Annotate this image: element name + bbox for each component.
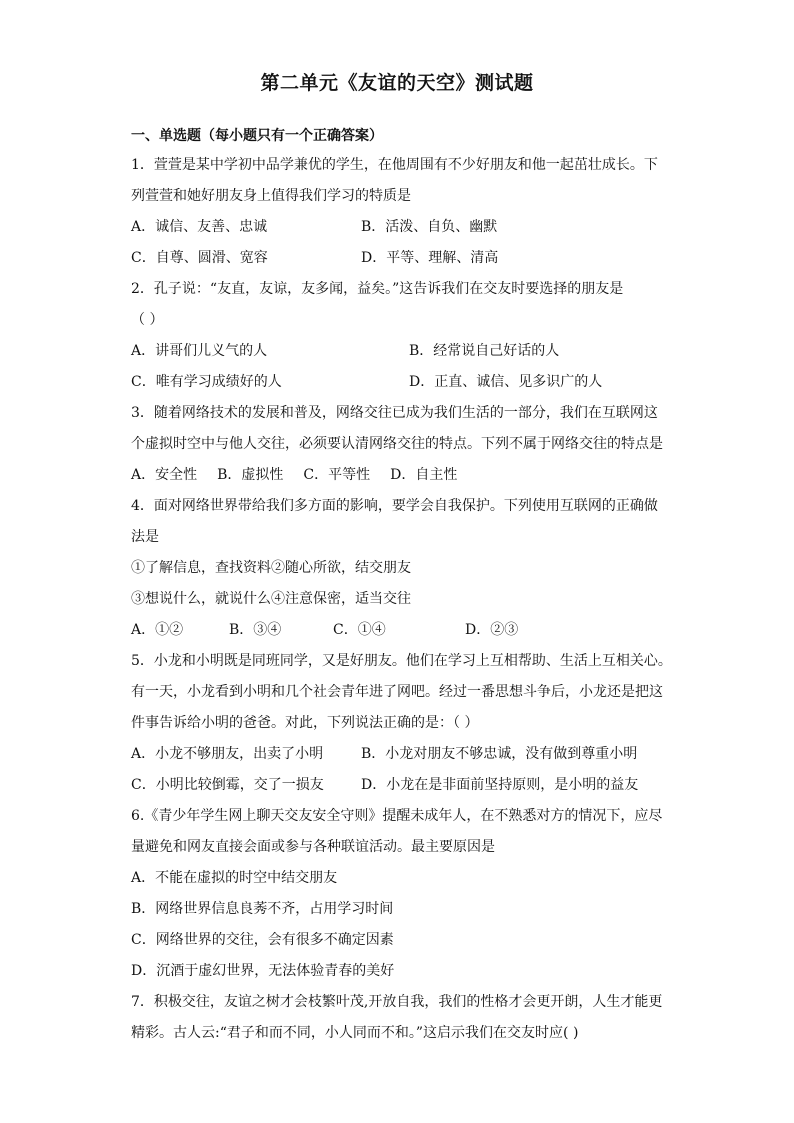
q3-option-b: B．虚拟性 bbox=[217, 467, 284, 483]
q2-options-row-2 bbox=[131, 367, 671, 398]
q4-option-a: A．①② bbox=[131, 622, 184, 638]
q1-stem-line-1: 1．萱萱是某中学初中品学兼优的学生，在他周围有不少好朋友和他一起茁壮成长。下 bbox=[131, 157, 658, 173]
q5-option-a: A．小龙不够朋友，出卖了小明 bbox=[131, 746, 324, 762]
q5-stem-line-3: 件事告诉给小明的爸爸。对此，下列说法正确的是：（ ） bbox=[131, 715, 479, 731]
q4-option-c: C．①④ bbox=[333, 622, 386, 638]
q1-option-c: C．自尊、圆滑、宽容 bbox=[131, 250, 268, 266]
q5-stem-line-1: 5．小龙和小明既是同班同学，又是好朋友。他们在学习上互相帮助、生活上互相关心。 bbox=[131, 653, 672, 669]
q6-option-c: C．网络世界的交往，会有很多不确定因素 bbox=[131, 932, 394, 948]
q5-option-d: D．小龙在是非面前坚持原则，是小明的益友 bbox=[361, 777, 639, 793]
page-title: 第二单元《友谊的天空》测试题 bbox=[260, 72, 534, 94]
q2-option-c: C．唯有学习成绩好的人 bbox=[131, 374, 282, 390]
q1-option-a: A．诚信、友善、忠诚 bbox=[131, 219, 268, 235]
q5-option-c: C．小明比较倒霉，交了一损友 bbox=[131, 777, 324, 793]
q6-stem-line-1: 6.《青少年学生网上聊天交友安全守则》提醒未成年人，在不熟悉对方的情况下，应尽 bbox=[131, 808, 663, 824]
q2-stem-line-1: 2．孔子说：“友直，友谅，友多闻，益矣。”这告诉我们在交友时要选择的朋友是 bbox=[131, 281, 624, 297]
q2-option-b: B．经常说自己好话的人 bbox=[409, 343, 560, 359]
q4-options-row bbox=[131, 615, 671, 646]
q1-stem-line-2: 列萱萱和她好朋友身上值得我们学习的特质是 bbox=[131, 188, 411, 204]
q3-option-a: A．安全性 bbox=[131, 467, 198, 483]
q1-option-b: B．活泼、自负、幽默 bbox=[361, 219, 498, 235]
q3-option-d: D．自主性 bbox=[390, 467, 458, 483]
q4-option-b: B．③④ bbox=[229, 622, 282, 638]
q1-options-row-1 bbox=[131, 212, 671, 243]
q4-stem-line-1: 4．面对网络世界带给我们多方面的影响，要学会自我保护。下列使用互联网的正确做 bbox=[131, 498, 658, 514]
question-list bbox=[131, 118, 671, 1049]
q2-option-d: D．正直、诚信、见多识广的人 bbox=[409, 374, 603, 390]
q1-options-row-2 bbox=[131, 243, 671, 274]
q6-option-b: B．网络世界信息良莠不齐，占用学习时间 bbox=[131, 901, 394, 917]
q5-stem-line-2: 有一天，小龙看到小明和几个社会青年进了网吧。经过一番思想斗争后，小龙还是把这 bbox=[131, 684, 663, 700]
section-heading: 一、单选题（每小题只有一个正确答案） bbox=[131, 128, 383, 144]
q4-statement-line-2: ③想说什么，就说什么④注意保密，适当交往 bbox=[131, 591, 411, 607]
q6-option-d: D．沉酒于虚幻世界，无法体验青春的美好 bbox=[131, 963, 395, 979]
q2-stem-line-2: （ ） bbox=[131, 312, 164, 328]
q3-stem-line-2: 个虚拟时空中与他人交往，必须要认清网络交往的特点。下列不属于网络交往的特点是 bbox=[131, 436, 663, 452]
q7-stem-line-2: 精彩。古人云:“君子和而不同，小人同而不和。”这启示我们在交友时应( ) bbox=[131, 1025, 579, 1041]
q6-option-a: A．不能在虚拟的时空中结交朋友 bbox=[131, 870, 338, 886]
q3-stem-line-1: 3．随着网络技术的发展和普及，网络交往已成为我们生活的一部分，我们在互联网这 bbox=[131, 405, 658, 421]
q6-stem-line-2: 量避免和网友直接会面或参与各种联谊活动。最主要原因是 bbox=[131, 839, 495, 855]
q4-option-d: D．②③ bbox=[465, 622, 519, 638]
q4-stem-line-2: 法是 bbox=[131, 529, 159, 545]
q2-options-row-1 bbox=[131, 336, 671, 367]
q5-options-row-2 bbox=[131, 770, 671, 801]
q5-option-b: B．小龙对朋友不够忠诚，没有做到尊重小明 bbox=[361, 746, 638, 762]
q3-option-c: C．平等性 bbox=[303, 467, 371, 483]
q2-option-a: A．讲哥们儿义气的人 bbox=[131, 343, 268, 359]
q7-stem-line-1: 7．积极交往，友谊之树才会枝繁叶茂,开放自我，我们的性格才会更开朗，人生才能更 bbox=[131, 994, 663, 1010]
q3-options-row bbox=[131, 460, 671, 491]
q5-options-row-1 bbox=[131, 739, 671, 770]
q1-option-d: D．平等、理解、清高 bbox=[361, 250, 499, 266]
q4-statement-line-1: ①了解信息，查找资料②随心所欲，结交朋友 bbox=[131, 560, 411, 576]
